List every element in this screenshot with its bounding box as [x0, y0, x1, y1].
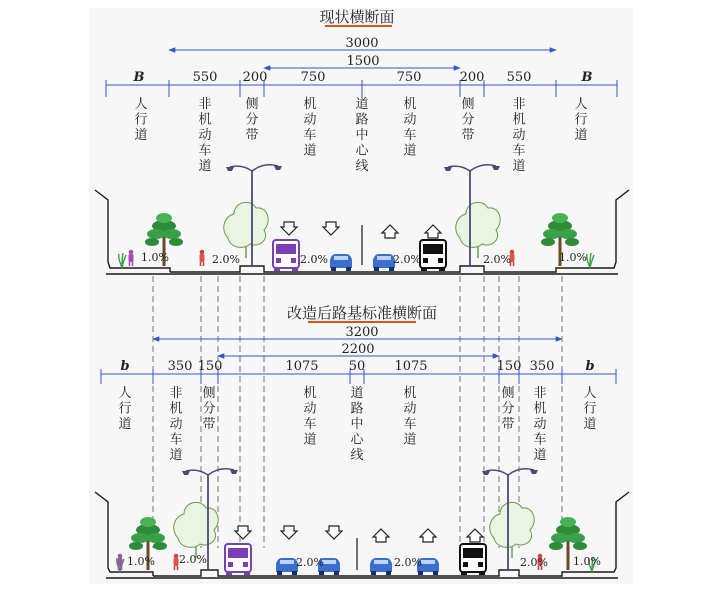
lower-dim-median-left: 150: [197, 359, 223, 374]
upper-dim-bike-left: 550: [192, 70, 218, 85]
upper-dim-sidewalk-right: B: [581, 70, 593, 85]
lower-dim-motor-right: 1075: [394, 359, 428, 374]
lower-slope-2: 2.0%: [179, 553, 207, 566]
upper-lane-median-right: 侧分带: [461, 97, 475, 143]
lower-lane-median-left: 侧分带: [202, 386, 216, 432]
lower-dim-sidewalk-right: b: [585, 359, 595, 374]
lower-slopes: [127, 553, 601, 569]
upper-dim-sidewalk-left: B: [133, 70, 145, 85]
lower-lane-bike-right: 非机动车道: [533, 386, 547, 463]
upper-lane-median-left: 侧分带: [245, 97, 259, 143]
lower-lane-labels: [118, 385, 596, 463]
lower-lane-centerline: 道路中心线: [350, 386, 364, 463]
lower-slope-3: 2.0%: [296, 556, 324, 569]
upper-dim-motor-left: 750: [300, 70, 326, 85]
lower-lane-motor-left: 机动车道: [303, 386, 317, 448]
upper-center-width: 1500: [346, 54, 380, 69]
upper-slopes: [141, 251, 587, 266]
upper-lane-bike-left: 非机动车道: [198, 97, 212, 174]
upper-dim-motor-right: 750: [396, 70, 422, 85]
lower-slope-4: 2.0%: [394, 556, 422, 569]
upper-slope-1: 1.0%: [141, 251, 169, 264]
upper-slope-4: 2.0%: [393, 253, 421, 266]
upper-lane-motor-right: 机动车道: [403, 97, 417, 159]
lower-dim-motor-left: 1075: [285, 359, 319, 374]
lower-lane-sidewalk-left: 人行道: [118, 386, 132, 432]
upper-lane-bike-right: 非机动车道: [512, 97, 526, 174]
upper-lane-sidewalk-right: 人行道: [574, 97, 588, 143]
upper-slope-5: 2.0%: [483, 253, 511, 266]
upper-slope-3: 2.0%: [300, 253, 328, 266]
lower-slope-5: 2.0%: [520, 556, 548, 569]
upper-section: [95, 8, 629, 274]
upper-dim-bike-right: 550: [506, 70, 532, 85]
lower-slope-6: 1.0%: [573, 555, 601, 568]
lower-lane-bike-left: 非机动车道: [169, 386, 183, 463]
lower-dim-center: 50: [348, 359, 366, 374]
lower-lane-median-right: 侧分带: [501, 386, 515, 432]
lower-dim-sidewalk-left: b: [120, 359, 130, 374]
upper-decorations: [119, 165, 594, 271]
upper-title: 现状横断面: [319, 8, 395, 26]
upper-lane-labels: [134, 96, 587, 174]
lower-dim-bike-left: 350: [167, 359, 193, 374]
lower-lane-motor-right: 机动车道: [403, 386, 417, 448]
upper-lane-sidewalk-left: 人行道: [134, 97, 148, 143]
lower-total-width: 3200: [345, 325, 379, 340]
lower-dim-median-right: 150: [496, 359, 522, 374]
upper-lane-motor-left: 机动车道: [303, 97, 317, 159]
lower-lane-sidewalk-right: 人行道: [583, 386, 597, 432]
lower-title: 改造后路基标准横断面: [286, 304, 438, 322]
lower-dim-bike-right: 350: [529, 359, 555, 374]
lower-segment-dims: [120, 359, 594, 374]
lower-center-width: 2200: [341, 342, 375, 357]
lower-section: [95, 304, 629, 578]
upper-total-width: 3000: [345, 36, 379, 51]
upper-dim-median-left: 200: [242, 70, 268, 85]
upper-slope-2: 2.0%: [212, 253, 240, 266]
lower-slope-1: 1.0%: [127, 555, 155, 568]
upper-dim-median-right: 200: [459, 70, 485, 85]
upper-lane-centerline: 道路中心线: [355, 97, 369, 174]
upper-slope-6: 1.0%: [559, 251, 587, 264]
